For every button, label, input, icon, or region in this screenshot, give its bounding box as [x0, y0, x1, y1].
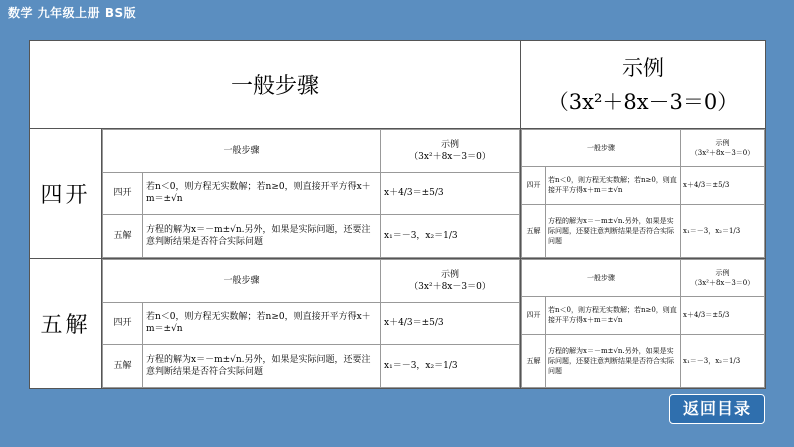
mini-example-four: x＋4/3＝±5/3 — [681, 167, 765, 204]
row-label-four: 四开 — [103, 172, 143, 215]
mini-text-five: 方程的解为x＝－m±√n.另外，如果是实际问题，还要注意判断结果是否符合实际问题 — [546, 204, 681, 257]
mini-sub-table — [521, 259, 765, 388]
row-label-four: 四开 — [103, 302, 143, 345]
mini-text-four: 若n＜0，则方程无实数解；若n≥0，则直接开平方得x＋m＝±√n — [546, 297, 681, 334]
right-sub-table-cell-1 — [521, 129, 766, 259]
row-label-five: 五解 — [103, 215, 143, 258]
mini-example-eq: （3x²＋8x－3＝0） — [690, 149, 755, 158]
row-text-four: 若n＜0，则方程无实数解；若n≥0，则直接开平方得x＋m＝±√n — [143, 172, 381, 215]
content-sheet — [29, 40, 765, 388]
sub-example-eq: （3x²＋8x－3＝0） — [409, 151, 491, 162]
sub-heading-example — [381, 130, 520, 173]
mini-label-four: 四开 — [522, 167, 546, 204]
sub-table — [102, 129, 520, 258]
sub-example-eq: （3x²＋8x－3＝0） — [409, 281, 491, 292]
mini-example-title: 示例 — [715, 139, 730, 148]
mini-label-four: 四开 — [522, 297, 546, 334]
side-label-four: 四开 — [30, 129, 102, 259]
sub-example-title: 示例 — [441, 139, 460, 150]
mini-label-five: 五解 — [522, 204, 546, 257]
row-example-four: x＋4/3＝±5/3 — [381, 302, 520, 345]
mini-example-four: x＋4/3＝±5/3 — [681, 297, 765, 334]
left-sub-table-cell-1 — [102, 129, 521, 259]
side-label-five: 五解 — [30, 259, 102, 389]
example-heading — [521, 41, 766, 129]
header-bar — [0, 0, 794, 26]
sub-example-title: 示例 — [441, 269, 460, 280]
row-label-five: 五解 — [103, 345, 143, 388]
sub-heading-example — [381, 260, 520, 303]
example-title: 示例 — [622, 55, 665, 80]
mini-sub-table — [521, 129, 765, 258]
left-sub-table-cell-2 — [102, 259, 521, 389]
right-sub-table-cell-2 — [521, 259, 766, 389]
mini-heading-example — [681, 260, 765, 297]
row-example-five: x₁＝－3，x₂＝1/3 — [381, 215, 520, 258]
mini-heading-steps: 一般步骤 — [522, 130, 681, 167]
mini-label-five: 五解 — [522, 334, 546, 387]
sub-table — [102, 259, 520, 388]
mini-text-four: 若n＜0，则方程无实数解；若n≥0，则直接开平方得x＋m＝±√n — [546, 167, 681, 204]
row-example-five: x₁＝－3，x₂＝1/3 — [381, 345, 520, 388]
mini-example-five: x₁＝－3，x₂＝1/3 — [681, 204, 765, 257]
mini-example-five: x₁＝－3，x₂＝1/3 — [681, 334, 765, 387]
steps-table — [29, 40, 766, 389]
sub-heading-steps: 一般步骤 — [103, 130, 381, 173]
mini-heading-steps: 一般步骤 — [522, 260, 681, 297]
row-text-five: 方程的解为x＝－m±√n.另外，如果是实际问题，还要注意判断结果是否符合实际问题 — [143, 345, 381, 388]
sub-heading-steps: 一般步骤 — [103, 260, 381, 303]
row-example-four: x＋4/3＝±5/3 — [381, 172, 520, 215]
row-text-five: 方程的解为x＝－m±√n.另外，如果是实际问题，还要注意判断结果是否符合实际问题 — [143, 215, 381, 258]
mini-heading-example — [681, 130, 765, 167]
row-text-four: 若n＜0，则方程无实数解；若n≥0，则直接开平方得x＋m＝±√n — [143, 302, 381, 345]
back-to-contents-button[interactable]: 返回目录 — [669, 394, 765, 424]
mini-example-title: 示例 — [715, 269, 730, 278]
mini-example-eq: （3x²＋8x－3＝0） — [690, 279, 755, 288]
step-heading: 一般步骤 — [30, 41, 521, 129]
mini-text-five: 方程的解为x＝－m±√n.另外，如果是实际问题，还要注意判断结果是否符合实际问题 — [546, 334, 681, 387]
example-equation: （3x²＋8x－3＝0） — [547, 89, 739, 114]
header-title: 数学 九年级上册 BS版 — [8, 6, 137, 20]
